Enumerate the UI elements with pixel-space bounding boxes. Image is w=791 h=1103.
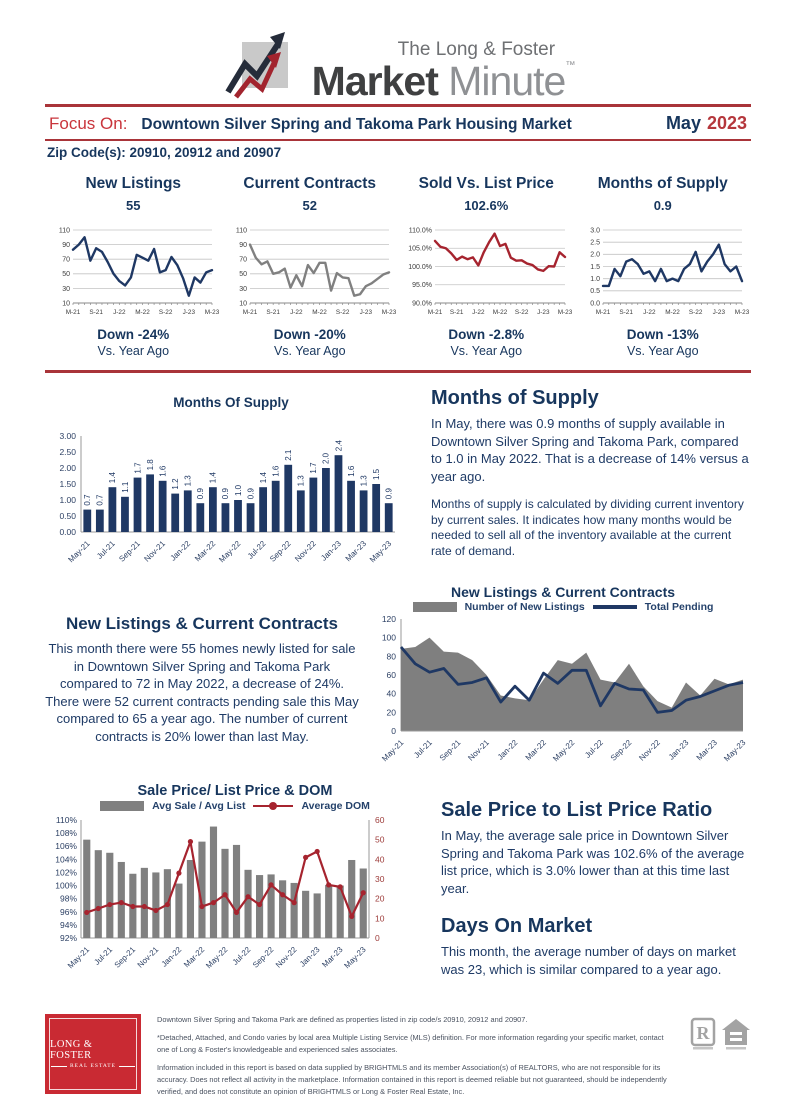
svg-text:M-22: M-22 xyxy=(135,309,151,316)
section-paragraph: In May, the average sale price in Downtown Silver Spring and Takoma Park was 102.6% of the average list price, which is 3.0% lower than at this time last year. xyxy=(441,828,745,896)
line-swatch-icon xyxy=(593,605,637,609)
svg-text:20: 20 xyxy=(386,707,396,718)
svg-text:106%: 106% xyxy=(55,841,77,852)
svg-text:94%: 94% xyxy=(59,919,77,930)
svg-text:Nov-21: Nov-21 xyxy=(142,539,168,564)
svg-text:Jan-22: Jan-22 xyxy=(159,945,184,969)
svg-text:Jan-23: Jan-23 xyxy=(297,945,322,969)
svg-text:0.5: 0.5 xyxy=(590,288,600,296)
svg-text:M-21: M-21 xyxy=(595,309,611,316)
svg-text:Jul-22: Jul-22 xyxy=(245,539,268,561)
svg-text:1.4: 1.4 xyxy=(208,472,218,484)
svg-text:Mar-23: Mar-23 xyxy=(320,945,345,970)
kpi-current-contracts xyxy=(222,175,399,358)
kpi-sold-vs-list-price xyxy=(398,175,575,358)
svg-text:70: 70 xyxy=(62,256,71,264)
disclaimer-text: *Detached, Attached, and Condo varies by local area Multiple Listing Service (MLS) definition. For more information regarding your specific market, contact one of Long & Foster's knowledgeable and experienced sales associates. xyxy=(157,1033,664,1054)
svg-text:Jul-21: Jul-21 xyxy=(92,945,115,967)
svg-text:0.7: 0.7 xyxy=(95,494,105,506)
svg-text:120: 120 xyxy=(381,614,396,624)
svg-text:1.00: 1.00 xyxy=(59,495,76,505)
svg-text:M-23: M-23 xyxy=(204,309,220,316)
kpi-new-listings xyxy=(45,175,222,358)
kpi-value: 52 xyxy=(302,198,317,213)
svg-text:50: 50 xyxy=(238,271,247,279)
brand-tagline: The Long & Foster xyxy=(397,39,556,60)
svg-text:95.0%: 95.0% xyxy=(412,282,433,290)
svg-text:May-23: May-23 xyxy=(722,738,748,764)
kpi-vs-label: Vs. Year Ago xyxy=(97,344,170,358)
svg-text:Mar-23: Mar-23 xyxy=(343,539,369,564)
svg-text:1.4: 1.4 xyxy=(108,472,118,484)
svg-text:S-22: S-22 xyxy=(335,309,350,316)
svg-text:Nov-22: Nov-22 xyxy=(637,738,662,763)
svg-text:S-22: S-22 xyxy=(688,309,703,316)
disclaimer-text: Downtown Silver Spring and Takoma Park are defined as properties listed in zip code/s 20910, 20912 and 20907. xyxy=(157,1015,528,1025)
svg-text:10: 10 xyxy=(238,300,247,308)
svg-text:0.00: 0.00 xyxy=(59,527,76,537)
svg-text:R: R xyxy=(696,1023,710,1044)
svg-text:S-21: S-21 xyxy=(89,309,104,316)
svg-text:110%: 110% xyxy=(55,815,77,825)
legend-label: Avg Sale / Avg List xyxy=(152,800,246,812)
svg-text:2.5: 2.5 xyxy=(590,239,600,247)
kpi-title: Sold Vs. List Price xyxy=(418,175,554,192)
svg-text:May-23: May-23 xyxy=(342,945,368,971)
sold-vs-list-sparkline xyxy=(401,225,571,317)
svg-text:0.50: 0.50 xyxy=(59,511,76,521)
svg-text:Sep-21: Sep-21 xyxy=(112,945,138,970)
svg-text:1.3: 1.3 xyxy=(359,475,369,487)
svg-text:M-21: M-21 xyxy=(427,309,443,316)
kpi-title: New Listings xyxy=(85,175,182,192)
svg-text:M-23: M-23 xyxy=(557,309,573,316)
kpi-title: Current Contracts xyxy=(243,175,377,192)
svg-text:Jan-23: Jan-23 xyxy=(666,738,691,762)
divider xyxy=(45,370,751,373)
header-brand xyxy=(45,18,751,102)
svg-text:105.0%: 105.0% xyxy=(408,245,433,253)
section-paragraph: Months of supply is calculated by dividing current inventory by current sales. It indicates how many months would be needed to sell all of the inventory available at the current rate of demand. xyxy=(431,497,744,558)
section-heading: New Listings & Current Contracts xyxy=(65,614,339,633)
kpi-value: 102.6% xyxy=(464,198,509,213)
svg-text:S-22: S-22 xyxy=(515,309,529,316)
svg-text:M-21: M-21 xyxy=(65,309,81,316)
svg-text:1.8: 1.8 xyxy=(145,459,155,471)
svg-text:Jan-22: Jan-22 xyxy=(495,738,520,762)
area-swatch-icon xyxy=(413,602,457,612)
svg-text:S-21: S-21 xyxy=(619,309,633,316)
kpi-value: 0.9 xyxy=(653,198,672,213)
svg-text:108%: 108% xyxy=(55,828,77,839)
svg-text:10: 10 xyxy=(375,913,385,924)
section-heading: Sale Price to List Price Ratio xyxy=(441,799,713,821)
svg-text:1.3: 1.3 xyxy=(183,475,193,487)
svg-text:90: 90 xyxy=(238,242,247,249)
kpi-months-of-supply xyxy=(575,175,752,358)
svg-text:0: 0 xyxy=(375,933,380,943)
svg-text:1.6: 1.6 xyxy=(346,465,356,477)
svg-text:Jul-21: Jul-21 xyxy=(412,738,434,760)
svg-text:1.7: 1.7 xyxy=(309,462,319,474)
focus-bar xyxy=(45,107,751,139)
svg-text:2.0: 2.0 xyxy=(590,251,600,259)
new-listings-sparkline xyxy=(48,225,218,317)
realtor-icon xyxy=(691,1018,715,1050)
svg-text:100: 100 xyxy=(381,632,396,643)
combo-chart-legend xyxy=(45,800,425,812)
disclaimer-block xyxy=(157,1014,675,1103)
kpi-change: Down -2.8% xyxy=(448,327,525,342)
svg-text:1.0: 1.0 xyxy=(590,276,600,284)
price-ratio-dom-combo-chart xyxy=(45,814,397,976)
svg-text:M-22: M-22 xyxy=(492,309,508,316)
svg-text:S-21: S-21 xyxy=(266,309,280,316)
new-listings-section xyxy=(45,584,751,765)
equal-housing-icon xyxy=(721,1018,751,1050)
svg-text:Sep-21: Sep-21 xyxy=(437,738,463,763)
svg-text:0.9: 0.9 xyxy=(221,488,231,500)
svg-text:1.7: 1.7 xyxy=(133,462,143,474)
legend-label: Average DOM xyxy=(301,800,370,812)
svg-text:J-23: J-23 xyxy=(359,309,372,316)
svg-text:1.1: 1.1 xyxy=(120,481,130,493)
svg-text:Jul-21: Jul-21 xyxy=(95,539,117,561)
logo-company-name: LONG & FOSTER xyxy=(50,1039,93,1062)
kpi-row xyxy=(45,175,751,358)
svg-text:Mar-22: Mar-22 xyxy=(193,539,218,564)
svg-text:1.3: 1.3 xyxy=(296,475,306,487)
svg-text:20: 20 xyxy=(375,893,385,904)
svg-text:40: 40 xyxy=(375,854,385,865)
svg-text:40: 40 xyxy=(386,688,396,699)
svg-text:May-21: May-21 xyxy=(66,539,92,565)
svg-text:60: 60 xyxy=(375,815,385,825)
svg-text:70: 70 xyxy=(238,256,247,264)
svg-text:2.1: 2.1 xyxy=(284,449,294,461)
svg-text:102%: 102% xyxy=(55,867,77,878)
svg-text:J-22: J-22 xyxy=(642,309,656,316)
svg-text:2.4: 2.4 xyxy=(334,440,344,452)
months-of-supply-bar-chart xyxy=(45,410,403,568)
svg-text:1.0: 1.0 xyxy=(233,484,243,496)
svg-text:May-22: May-22 xyxy=(217,539,243,565)
svg-text:J-23: J-23 xyxy=(712,309,725,316)
focus-label: Focus On: xyxy=(49,114,128,133)
svg-text:30: 30 xyxy=(238,285,247,293)
report-title: Downtown Silver Spring and Takoma Park Housing Market xyxy=(141,116,572,133)
report-date: May 2023 xyxy=(665,113,747,133)
svg-text:Mar-22: Mar-22 xyxy=(523,738,548,763)
kpi-vs-label: Vs. Year Ago xyxy=(626,344,699,358)
zip-codes: Zip Code(s): 20910, 20912 and 20907 xyxy=(47,145,282,160)
bar-chart-title: Months Of Supply xyxy=(173,395,289,410)
listings-pending-area-chart xyxy=(375,615,751,765)
svg-text:2.0: 2.0 xyxy=(321,452,331,464)
svg-text:M-22: M-22 xyxy=(311,309,327,316)
svg-text:M-23: M-23 xyxy=(381,309,397,316)
svg-text:0.9: 0.9 xyxy=(246,488,256,500)
svg-text:0: 0 xyxy=(391,726,396,736)
svg-text:50: 50 xyxy=(375,834,385,845)
svg-text:3.00: 3.00 xyxy=(59,431,76,441)
svg-text:M-23: M-23 xyxy=(734,309,750,316)
svg-text:98%: 98% xyxy=(59,893,77,904)
section-heading: Months of Supply xyxy=(431,387,599,409)
svg-text:110: 110 xyxy=(235,227,247,235)
svg-text:M-21: M-21 xyxy=(242,309,258,316)
red-line-swatch-icon xyxy=(253,805,293,808)
combo-chart-title: Sale Price/ List Price & DOM xyxy=(137,783,333,799)
kpi-vs-label: Vs. Year Ago xyxy=(273,344,346,358)
legend-label: Number of New Listings xyxy=(464,601,585,613)
svg-text:30: 30 xyxy=(375,874,385,884)
svg-text:Jul-22: Jul-22 xyxy=(230,945,253,967)
svg-text:0.9: 0.9 xyxy=(384,488,394,500)
legend-label: Total Pending xyxy=(644,601,714,613)
svg-text:J-23: J-23 xyxy=(182,309,196,316)
svg-text:J-22: J-22 xyxy=(113,309,126,316)
section-paragraph: This month there were 55 homes newly listed for sale in Downtown Silver Spring and Takoma Park compared to 72 in May 2022, a decrease of 24%. There were 52 current contracts pending sale this May compared to 65 a year ago. The number of current contracts is 20% lower than last May. xyxy=(45,641,359,744)
svg-text:J-23: J-23 xyxy=(537,309,550,316)
svg-text:Sep-22: Sep-22 xyxy=(250,945,276,970)
area-chart-legend xyxy=(375,601,751,613)
svg-text:0.9: 0.9 xyxy=(196,488,206,500)
svg-text:90.0%: 90.0% xyxy=(412,300,433,308)
logo-division: REAL ESTATE xyxy=(51,1063,135,1069)
svg-text:May-21: May-21 xyxy=(380,738,406,764)
sale-price-section xyxy=(45,779,751,994)
svg-text:104%: 104% xyxy=(55,854,77,865)
svg-text:May-21: May-21 xyxy=(65,945,92,971)
svg-text:May-23: May-23 xyxy=(367,539,394,565)
section-heading: Days On Market xyxy=(441,915,593,938)
kpi-vs-label: Vs. Year Ago xyxy=(450,344,523,358)
disclaimer-text: Information included in this report is based on data supplied by BRIGHTMLS and its member Association(s) of REALTORS, who are not responsible for its accuracy. Does not reflect all activity in the marketplace. Information contained in this report is deemed reliable but not guaranteed, should be independently verified, and does not constitute an opinion of BRIGHTMLS or Long & Foster Real Estate, Inc. xyxy=(157,1062,667,1096)
svg-text:10: 10 xyxy=(62,300,71,308)
svg-text:30: 30 xyxy=(62,285,71,293)
svg-text:1.2: 1.2 xyxy=(171,478,180,490)
svg-text:0.7: 0.7 xyxy=(83,494,93,506)
svg-text:3.0: 3.0 xyxy=(590,227,600,235)
svg-text:Nov-22: Nov-22 xyxy=(273,945,299,970)
svg-text:96%: 96% xyxy=(59,906,77,917)
svg-text:Jul-22: Jul-22 xyxy=(583,738,605,760)
current-contracts-sparkline xyxy=(225,225,395,317)
kpi-value: 55 xyxy=(126,198,141,213)
svg-text:Jan-23: Jan-23 xyxy=(319,539,343,563)
svg-text:J-22: J-22 xyxy=(472,309,485,316)
svg-text:Sep-22: Sep-22 xyxy=(608,738,634,763)
kpi-title: Months of Supply xyxy=(597,175,728,192)
trademark-symbol: ™ xyxy=(565,60,575,71)
svg-text:M-22: M-22 xyxy=(664,309,680,316)
svg-text:110.0%: 110.0% xyxy=(409,227,433,235)
svg-text:60: 60 xyxy=(386,670,396,680)
brand-title: Market Minute™ xyxy=(311,58,575,104)
svg-text:S-22: S-22 xyxy=(159,309,173,316)
svg-text:Sep-21: Sep-21 xyxy=(117,539,142,564)
svg-text:May-22: May-22 xyxy=(551,738,577,764)
svg-text:100%: 100% xyxy=(55,880,77,891)
svg-text:92%: 92% xyxy=(59,933,77,943)
svg-text:Sep-22: Sep-22 xyxy=(268,539,293,564)
svg-text:1.6: 1.6 xyxy=(158,465,168,477)
section-paragraph: This month, the average number of days on market was 23, which is similar compared to a year ago. xyxy=(441,944,736,977)
svg-text:2.50: 2.50 xyxy=(59,447,76,457)
svg-text:50: 50 xyxy=(62,271,71,279)
long-and-foster-logo xyxy=(45,1014,141,1094)
svg-text:1.5: 1.5 xyxy=(590,263,600,271)
svg-text:1.6: 1.6 xyxy=(271,465,281,477)
kpi-change: Down -13% xyxy=(626,327,699,342)
svg-text:100.0%: 100.0% xyxy=(408,263,433,271)
svg-text:1.50: 1.50 xyxy=(59,479,76,489)
svg-text:90: 90 xyxy=(62,242,71,249)
svg-text:0.0: 0.0 xyxy=(590,300,600,308)
footer xyxy=(45,1014,751,1103)
months-of-supply-sparkline xyxy=(578,225,748,317)
svg-text:110: 110 xyxy=(59,227,71,235)
svg-text:Mar-22: Mar-22 xyxy=(182,945,207,970)
kpi-change: Down -20% xyxy=(273,327,346,342)
svg-text:Jan-22: Jan-22 xyxy=(168,539,193,563)
svg-text:1.5: 1.5 xyxy=(371,468,381,480)
kpi-change: Down -24% xyxy=(97,327,170,342)
svg-text:Nov-21: Nov-21 xyxy=(466,738,491,763)
svg-text:Nov-22: Nov-22 xyxy=(293,539,318,564)
section-paragraph: In May, there was 0.9 months of supply available in Downtown Silver Spring and Takoma Park, compared to 1.0 in May 2022. That is a decrease of 14% versus a year ago. xyxy=(431,416,749,484)
svg-text:2.00: 2.00 xyxy=(59,463,76,473)
svg-text:S-21: S-21 xyxy=(450,309,464,316)
months-of-supply-section xyxy=(45,385,751,568)
bar-swatch-icon xyxy=(100,801,144,811)
svg-text:80: 80 xyxy=(386,651,396,662)
svg-text:Nov-21: Nov-21 xyxy=(135,945,161,970)
market-minute-logo-icon xyxy=(222,28,304,102)
svg-text:May-22: May-22 xyxy=(204,945,230,971)
area-chart-title: New Listings & Current Contracts xyxy=(450,584,676,600)
svg-text:1.4: 1.4 xyxy=(258,472,268,484)
svg-text:J-22: J-22 xyxy=(289,309,303,316)
svg-text:Mar-23: Mar-23 xyxy=(694,738,719,763)
